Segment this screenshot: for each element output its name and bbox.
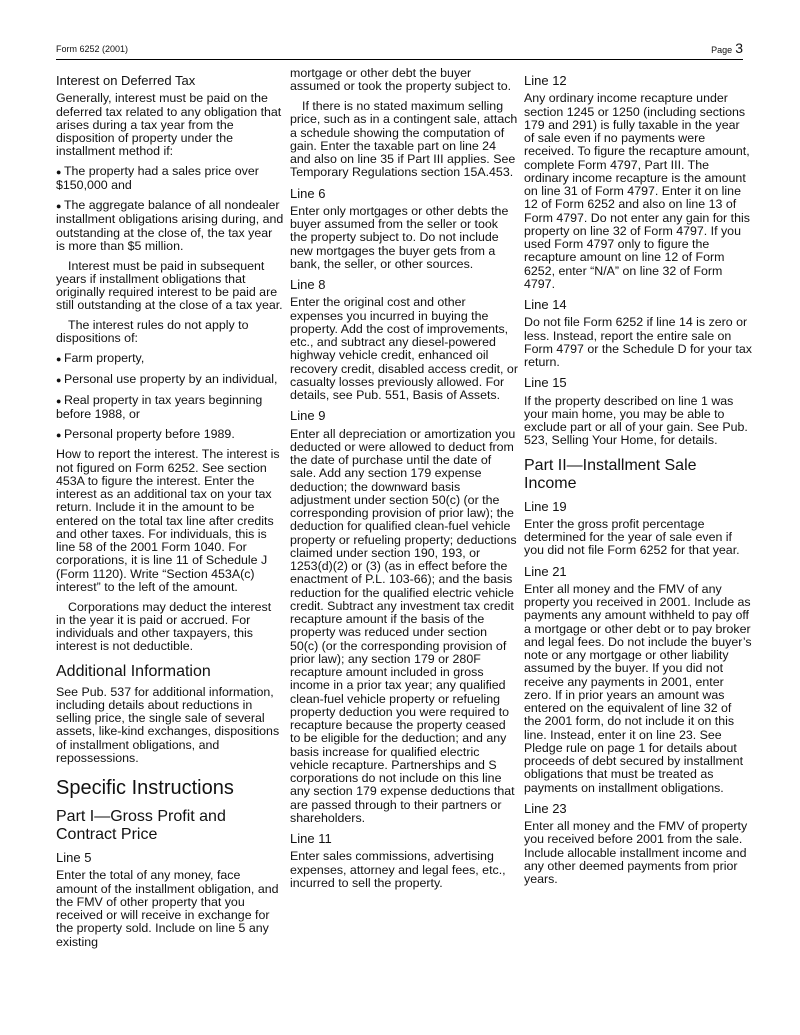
- section-heading: Part II—Installment Sale Income: [524, 456, 697, 492]
- paragraph: Enter all depreciation or amortization you deducted or were allowed to deduct from the date of purchase until the date of sale. Add any section 179 expense deduction; the downward basis adjustment under section 50(c) (or the corresponding provision of prior law); the deduction for qualified clean-fuel vehicle property or refueling property; deductions claimed under section 190, 193, or 1253(d)(2) or (3) (as in effect before the enactment of P.L. 103-66); and the basis reduction for the qualified electric vehicle credit. Subtract any investment tax credit recapture amount if the basis of the property was reduced under section 50(c) (or the corresponding provision of prior law); any section 179 or 280F recapture amount included in gross income in a prior tax year; any qualified clean-fuel vehicle property or refueling property deduction you were required to recapture because the property ceased to be eligible for the deduction; and any basis increase for qualified electric vehicle recapture. Partnerships and S corporations do not include on this line any section 179 expense deductions that are passed through to their partners or shareholders.: [290, 426, 517, 825]
- paragraph: Enter the original cost and other expenses you incurred in buying the property. Add the cost of improvements, etc., and subtract any diesel-powered highway vehicle credit, enhanced oil recovery credit, disabled access credit, or casualty losses previously allowed. For details, see Pub. 551, Basis of Assets.: [290, 295, 518, 402]
- paragraph: The interest rules do not apply to dispositions of:: [56, 318, 249, 346]
- subheading: Line 11: [290, 831, 332, 846]
- column-1: [56, 67, 284, 955]
- subheading: Line 5: [56, 850, 92, 865]
- subheading: Line 14: [524, 297, 567, 312]
- subheading: Line 23: [524, 800, 567, 816]
- bullet-item: ● The aggregate balance of all nondealer installment obligations arising during, and outstanding at the close of, the tax year is more than $5 million.: [56, 199, 284, 253]
- column-2: [290, 67, 518, 897]
- bullet-item: ● The property had a sales price over $150,000 and: [56, 165, 284, 193]
- bullet-item: ● Personal use property by an individual,: [56, 373, 284, 387]
- section-title: Specific Instructions: [56, 777, 234, 799]
- section-heading: Part I—Gross Profit and Contract Price: [56, 808, 226, 843]
- paragraph: Any ordinary income recapture under section 1245 or 1250 (including sections 179 and 291) is fully taxable in the year of sale even if no payments were received. To figure the recapture amount, complete Form 4797, Part III. The ordinary income recapture is the amount on line 31 of Form 4797. Enter it on line 12 of Form 6252 and also on line 13 of Form 4797. Do not enter any gain for this property on line 32 of Form 4797. If you used Form 4797 only to figure the recapture amount on line 12 of Form 6252, enter “N/A” on line 32 of Form 4797.: [524, 91, 750, 291]
- paragraph: Enter the gross profit percentage determined for the year of sale even if you did not file Form 6252 for that year.: [524, 516, 740, 558]
- paragraph: Enter all money and the FMV of property you received before 2001 from the sale. Include allocable installment income and any other deemed payments from prior years.: [524, 819, 748, 886]
- paragraph: mortgage or other debt the buyer assumed or took the property subject to.: [290, 66, 512, 94]
- paragraph: Interest must be paid in subsequent years if installment obligations that originally required interest to be paid are still outstanding at the close of a tax year.: [56, 258, 283, 313]
- paragraph: How to report the interest. The interest is not figured on Form 6252. See section 453A to figure the interest. Enter the interest as an additional tax on your tax return. Include it in the amount to be entered on the total tax line after credits and other taxes. For individuals, this is line 58 of the 2001 Form 1040. For corporations, it is line 11 of Schedule J (Form 1120). Write “Section 453A(c) interest” to the left of the amount.: [56, 447, 280, 594]
- paragraph: If there is no stated maximum selling price, such as in a contingent sale, attach a schedule showing the computation of gain. Enter the taxable part on line 24 and also on line 35 if Part III applies. See Temporary Regulations section 15A.453.: [290, 99, 518, 180]
- section-heading: Additional Information: [56, 662, 211, 680]
- page-label: Page: [711, 45, 733, 55]
- paragraph: See Pub. 537 for additional information, including details about reductions in selling price, the single sale of several assets, like-kind exchanges, dispositions of installment obligations, and repossessions.: [56, 684, 280, 765]
- paragraph: Corporations may deduct the interest in the year it is paid or accrued. For individuals and other taxpayers, this interest is not deductible.: [56, 599, 272, 654]
- paragraph: If the property described on line 1 was your main home, you may be able to exclude part or all of your gain. See Pub. 523, Selling Your Home, for details.: [524, 393, 748, 448]
- bullet-item: ● Personal property before 1989.: [56, 428, 284, 442]
- page-number: [711, 40, 743, 56]
- paragraph: Enter only mortgages or other debts the buyer assumed from the seller or took the property subject to. Do not include new mortgages the buyer gets from a bank, the seller, or other sources.: [290, 203, 509, 271]
- page-number-value: 3: [735, 40, 743, 56]
- subheading: Line 8: [290, 277, 326, 292]
- subheading: Line 9: [290, 408, 326, 424]
- paragraph: Enter sales commissions, advertising expenses, attorney and legal fees, etc., incurred to sell the property.: [290, 849, 506, 890]
- paragraph: Do not file Form 6252 if line 14 is zero or less. Instead, report the entire sale on Form 4797 or the Schedule D for your tax return.: [524, 315, 752, 369]
- paragraph: Enter all money and the FMV of any property you received in 2001. Include as payments any amount withheld to pay off a mortgage or other debt or to pay broker and legal fees. Do not include the buyer’s note or any mortgage or other liability assumed by the buyer. If you did not receive any payments in 2001, enter zero. If in prior years an amount was entered on the equivalent of line 32 of the 2001 form, do not include it on this line. Instead, enter it on line 23. See Pledge rule on page 1 for details about proceeds of debt secured by installment obligations that must be treated as payments on installment obligations.: [524, 581, 752, 795]
- subheading: Line 6: [290, 185, 326, 201]
- subheading: Line 15: [524, 375, 567, 391]
- subheading: Line 19: [524, 498, 567, 514]
- paragraph: Enter the total of any money, face amount of the installment obligation, and the FMV of other property that you received or will receive in exchange for the property sold. Include on line 5 any existing: [56, 868, 279, 949]
- paragraph: Generally, interest must be paid on the deferred tax related to any obligation that arises during a tax year from the disposition of property under the installment method if:: [56, 91, 282, 159]
- bullet-item: ● Real property in tax years beginning before 1988, or: [56, 394, 284, 422]
- header-rule: [56, 59, 743, 60]
- bullet-item: ● Farm property,: [56, 352, 284, 366]
- form-id: Form 6252 (2001): [56, 44, 129, 54]
- subheading: Line 21: [524, 563, 567, 579]
- subheading: Line 12: [524, 73, 567, 88]
- column-3: [524, 67, 752, 893]
- subheading: Interest on Deferred Tax: [56, 73, 196, 88]
